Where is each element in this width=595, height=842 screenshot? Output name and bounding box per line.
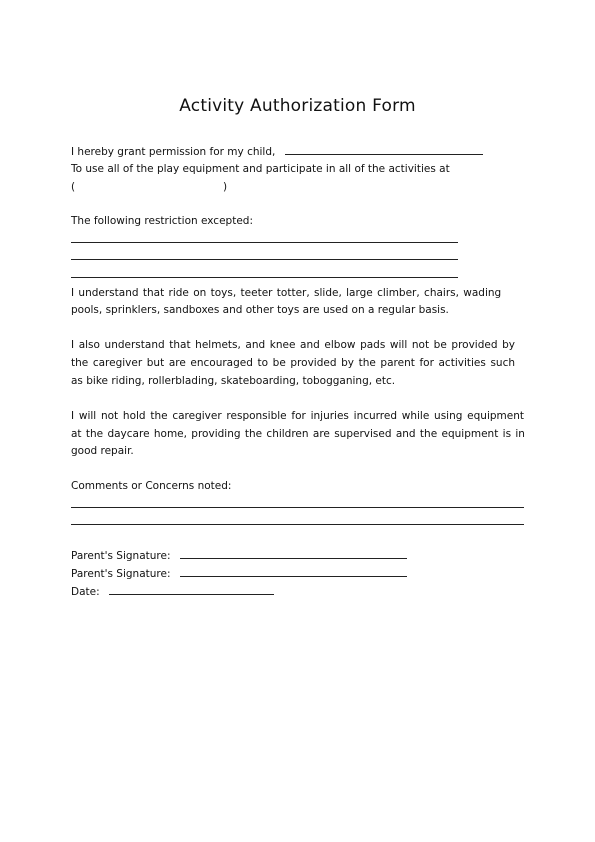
date-label: Date: [71,586,100,598]
open-paren: ( [71,181,76,193]
parent-signature-row-1 [71,549,407,563]
form-title: Activity Authorization Form [179,96,416,116]
paragraph3-line3: good repair. [71,445,134,457]
comments-label: Comments or Concerns noted: [71,480,232,492]
permission-text: I hereby grant permission for my child, [71,146,276,158]
restriction-line-1[interactable] [71,242,458,243]
close-paren: ) [223,181,228,193]
parent-signature-label-2: Parent's Signature: [71,568,171,580]
comments-line-2[interactable] [71,524,524,525]
paragraph2-line3: as bike riding, rollerblading, skateboarding, tobogganing, etc. [71,375,396,387]
child-name-field[interactable] [285,145,483,155]
location-field[interactable] [78,180,223,194]
paragraph1-line2: pools, sprinklers, sandboxes and other toys are used on a regular basis. [71,304,449,316]
parent-signature-row-2 [71,567,407,581]
paragraph1-line1: I understand that ride on toys, teeter totter, slide, large climber, chairs, wading [71,287,502,299]
restriction-label: The following restriction excepted: [71,215,253,227]
paragraph2-line2: the caregiver but are encouraged to be provided by the parent for activities such [71,357,515,369]
restriction-line-2[interactable] [71,259,458,260]
equipment-line: To use all of the play equipment and participate in all of the activities at [71,163,450,175]
paragraph3-line2: at the daycare home, providing the children are supervised and the equipment is in [71,428,525,440]
paragraph2-line1: I also understand that helmets, and knee and elbow pads will not be provided by [71,339,515,351]
parent-signature-label-1: Parent's Signature: [71,550,171,562]
parent-signature-field-2[interactable] [180,567,407,577]
date-row [71,585,274,599]
restriction-line-3[interactable] [71,277,458,278]
date-field[interactable] [109,585,274,595]
permission-line [71,145,483,159]
parent-signature-field-1[interactable] [180,549,407,559]
comments-line-1[interactable] [71,507,524,508]
paragraph3-line1: I will not hold the caregiver responsible for injuries incurred while using equipment [71,410,524,422]
